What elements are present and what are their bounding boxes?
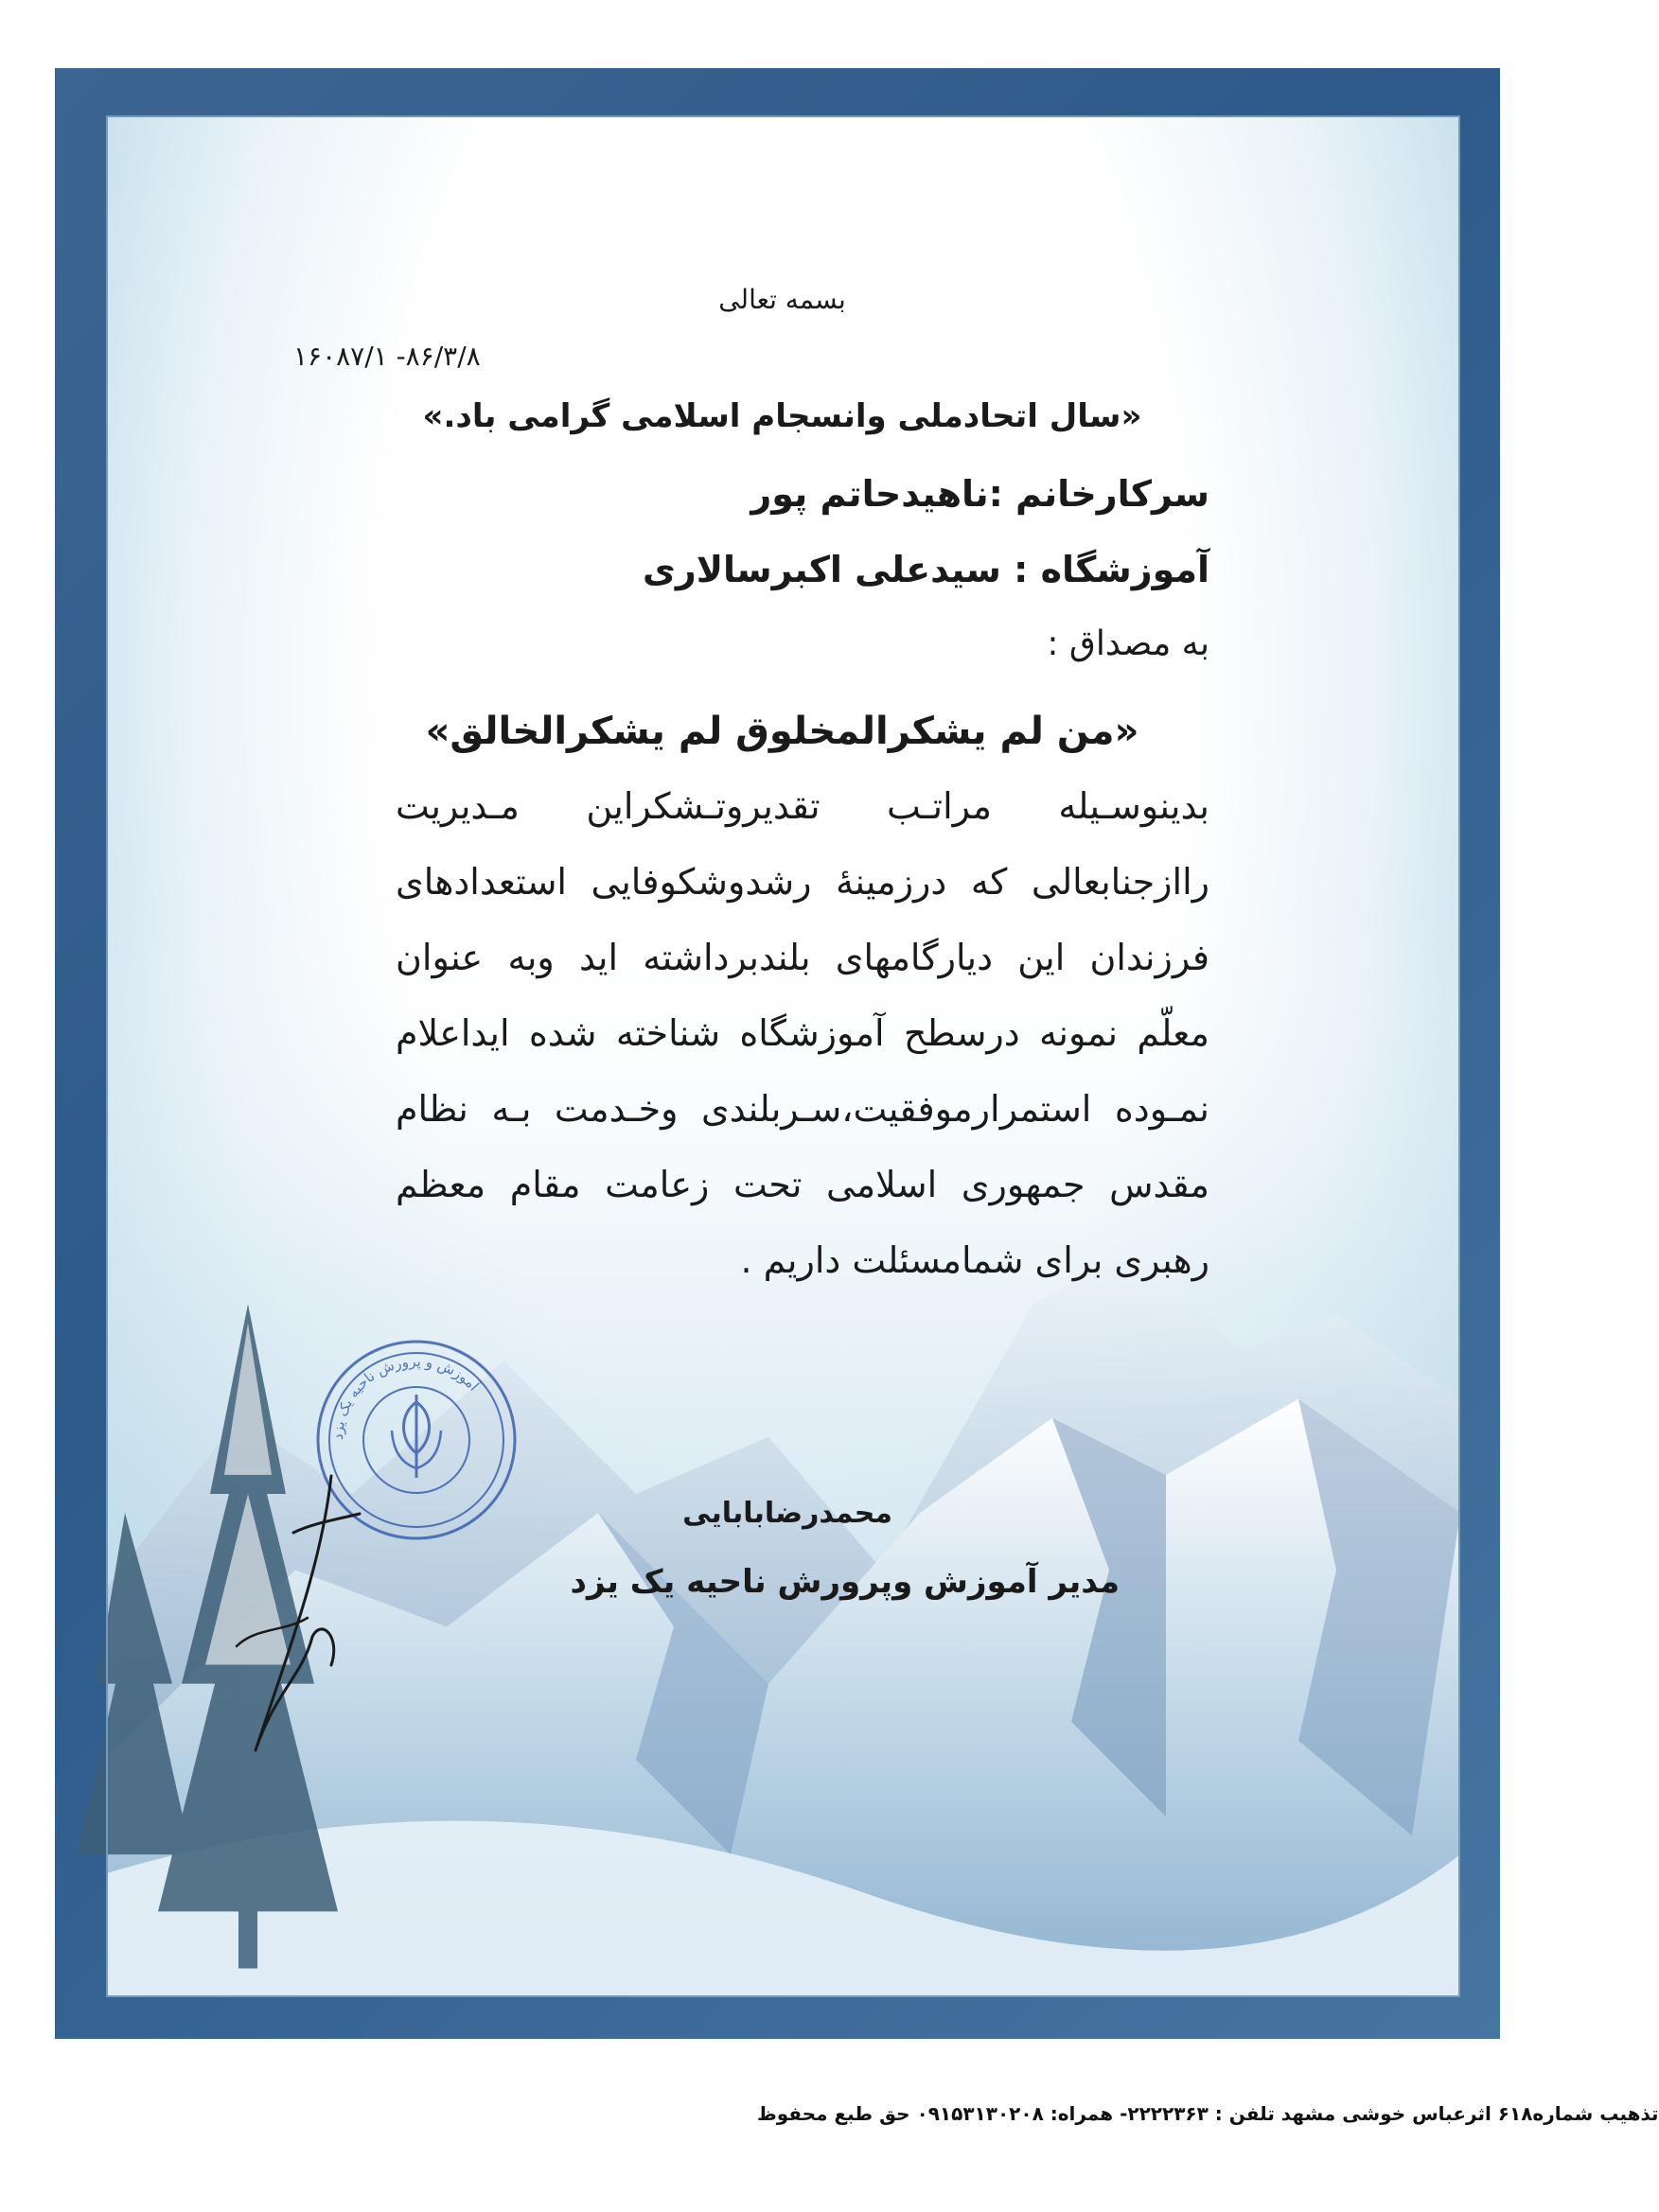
school-name: آموزشگاه : سیدعلی اکبرسالاری bbox=[643, 549, 1209, 590]
year-slogan: «سال اتحادملی وانسجام اسلامی گرامی باد.» bbox=[422, 397, 1142, 435]
signatory-title: مدیر آموزش وپرورش ناحیه یک یزد bbox=[570, 1563, 1120, 1601]
body-line-last: رهبری برای شمامسئلت داریم . bbox=[740, 1239, 1209, 1281]
letter-number-date: ۱۶۰۸۷/۱ -۸۶/۳/۸ bbox=[293, 341, 481, 372]
printer-footer: تذهیب شماره۶۱۸ اثرعباس خوشی مشهد تلفن : ۲۲۲۲۳۶۳- همراه: ۰۹۱۵۳۱۳۰۲۰۸ حق طبع محفوظ bbox=[757, 2102, 1659, 2125]
body-line: راازجنابعالی که درزمینهٔ رشدوشکوفایی استعدادهای bbox=[396, 861, 1209, 903]
handwritten-signature bbox=[199, 1448, 407, 1760]
seal-text: آموزش و پرورش ناحیه یک یزد bbox=[328, 1352, 483, 1441]
body-line: فرزندان این دیارگامهای بلندبرداشته اید وبه عنوان bbox=[396, 937, 1209, 978]
body-line: بدینوسـیله مراتـب تقدیروتـشکراین مـدیریت bbox=[396, 785, 1209, 827]
body-line: معلّم نمونه درسطح آموزشگاه شناخته شده ایداعلام bbox=[396, 1012, 1209, 1054]
body-line: نمـوده استمرارموفقیت،سـربلندی وخـدمت بـه نظام bbox=[396, 1088, 1209, 1130]
basmala-heading: بسمه تعالی bbox=[718, 284, 846, 315]
hadith-quote: «من لم یشکرالمخلوق لم یشکرالخالق» bbox=[425, 710, 1139, 753]
addressee-name: سرکارخانم :ناهیدحاتم پور bbox=[750, 473, 1209, 515]
signatory-name: محمدرضابابایی bbox=[682, 1497, 892, 1530]
body-line: مقدس جمهوری اسلامی تحت زعامت مقام معظم bbox=[396, 1164, 1209, 1205]
intro-phrase: به مصداق : bbox=[1047, 624, 1209, 663]
